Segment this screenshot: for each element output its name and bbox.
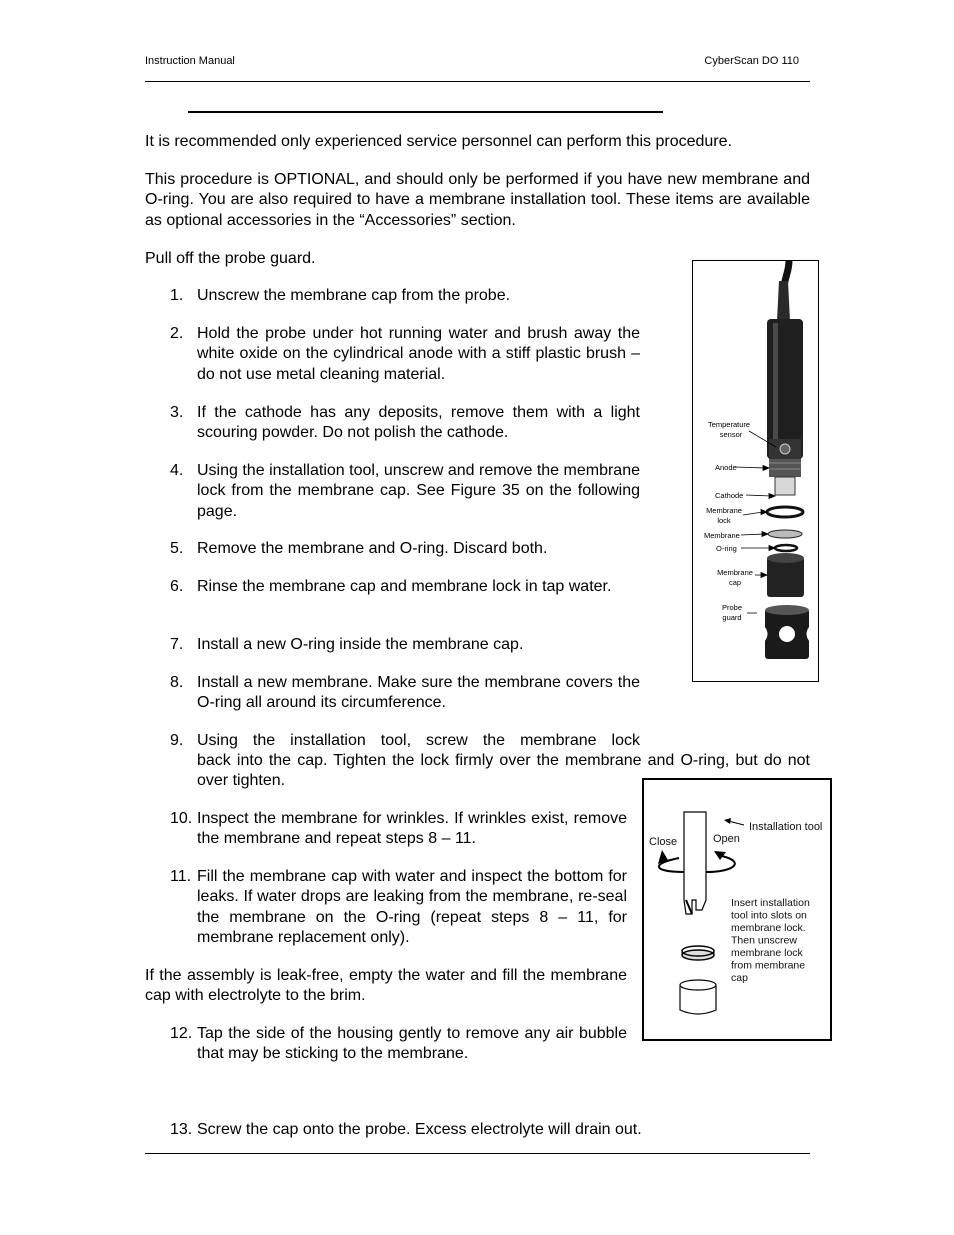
membrane-disc (768, 530, 802, 538)
anode (769, 459, 801, 477)
step-number: 13. (170, 1121, 193, 1138)
step-9 (170, 731, 640, 751)
label-membrane-lock-2: lock (717, 516, 731, 525)
label-o-ring: O-ring (716, 544, 737, 553)
step-number: 8. (170, 674, 184, 691)
step-10 (170, 809, 627, 850)
step-text: Tap the side of the housing gently to remove any air bubble that may be sticking to the membrane. (197, 1025, 627, 1063)
label-probe-guard: Probe (721, 603, 743, 612)
step-number: 11. (170, 868, 192, 885)
label-membrane-cap-2: cap (728, 578, 742, 587)
step-text: Install a new membrane. Make sure the membrane covers the O-ring all around its circumference. (197, 674, 640, 712)
installation-tool (684, 812, 706, 914)
svg-text:Then unscrew: Then unscrew (731, 934, 797, 947)
label-temperature-sensor-2: sensor (719, 430, 743, 439)
label-membrane-cap: Membrane (717, 568, 753, 577)
assembly-note: If the assembly is leak-free, empty the water and fill the membrane cap with electrolyte to the brim. (145, 967, 627, 1005)
probe-exploded-figure (692, 260, 819, 682)
svg-text:membrane lock.: membrane lock. (731, 922, 806, 934)
step-text: If the cathode has any deposits, remove them with a light scouring powder. Do not polish the cathode. (197, 404, 640, 442)
svg-text:membrane lock: membrane lock (731, 947, 803, 959)
probe-diagram (693, 261, 818, 681)
step-4 (170, 461, 640, 522)
header-left: Instruction Manual (145, 55, 235, 67)
probe-body (767, 319, 803, 459)
o-ring (775, 545, 797, 551)
header-right: CyberScan DO 110 (704, 55, 799, 67)
label-membrane: Membrane (704, 531, 740, 540)
label-probe-guard-2: guard (722, 613, 742, 622)
step-text: Inspect the membrane for wrinkles. If wrinkles exist, remove the membrane and repeat steps 8 – 11. (197, 810, 627, 848)
footer-rule (145, 1153, 810, 1154)
step-text: Remove the membrane and O-ring. Discard both. (197, 540, 548, 557)
step-7 (170, 635, 640, 655)
step-text-line-1: Using the installation tool, screw the membrane lock (197, 732, 640, 749)
label-anode: Anode (715, 463, 737, 472)
step-13 (170, 1120, 790, 1140)
label-open: Open (713, 833, 740, 845)
step-text: Fill the membrane cap with water and inspect the bottom for leaks. If water drops are leaking from the membrane, re-seal the membrane on the O-ring (repeat steps 8 – 11, for membrane replacement only). (197, 868, 627, 946)
step-number: 7. (170, 636, 184, 653)
step-number: 3. (170, 404, 184, 421)
strain-relief (777, 281, 790, 321)
svg-text:from membrane: from membrane (731, 959, 806, 972)
svg-text:cap: cap (731, 972, 748, 984)
step-text: Screw the cap onto the probe. Excess electrolyte will drain out. (197, 1121, 642, 1138)
intro-paragraph-3: Pull off the probe guard. (145, 250, 316, 267)
step-8 (170, 673, 640, 714)
step-text: Install a new O-ring inside the membrane cap. (197, 636, 524, 653)
step-text: Unscrew the membrane cap from the probe. (197, 287, 511, 304)
label-close: Close (649, 836, 678, 848)
step-9-continued: back into the cap. Tighten the lock firmly over the membrane and O-ring, but do not over tighten. (197, 752, 810, 790)
step-text: Hold the probe under hot running water and brush away the white oxide on the cylindrical anode with a stiff plastic brush – do not use metal cleaning material. (197, 325, 640, 383)
step-11 (170, 867, 627, 948)
section-title-rule (188, 111, 663, 113)
step-6 (170, 577, 640, 597)
step-number: 1. (170, 287, 184, 304)
step-number: 6. (170, 578, 184, 595)
tool-instruction-note (731, 897, 810, 984)
step-text: Rinse the membrane cap and membrane lock in tap water. (197, 578, 612, 595)
step-5 (170, 539, 640, 559)
svg-text:tool into slots on: tool into slots on (731, 909, 807, 922)
installation-tool-figure (642, 778, 832, 1041)
step-2 (170, 324, 640, 385)
svg-text:Insert installation: Insert installation (731, 897, 810, 909)
installation-tool-diagram (644, 780, 830, 1039)
step-1 (170, 286, 640, 306)
intro-paragraph-2: This procedure is OPTIONAL, and should only be performed if you have new membrane and O-ring. You are also required to have a membrane installation tool. These items are available as optional accessories in the “Accessories” section. (145, 171, 810, 229)
label-cathode: Cathode (715, 491, 744, 500)
step-3 (170, 403, 640, 444)
step-number: 4. (170, 462, 184, 479)
step-number: 10. (170, 810, 193, 827)
label-membrane-lock: Membrane (706, 506, 742, 515)
step-number: 2. (170, 325, 184, 342)
label-installation-tool: Installation tool (749, 821, 823, 833)
step-12 (170, 1024, 627, 1065)
step-number: 5. (170, 540, 184, 557)
label-temperature-sensor: Temperature (707, 420, 751, 429)
cathode (775, 477, 795, 495)
step-number: 9. (170, 732, 184, 749)
step-text: Using the installation tool, unscrew and remove the membrane lock from the membrane cap. See Figure 35 on the following page. (197, 462, 640, 520)
temperature-sensor (780, 444, 790, 454)
membrane-lock (767, 507, 803, 517)
step-number: 12. (170, 1025, 193, 1042)
header-rule (145, 81, 810, 82)
intro-paragraph-1: It is recommended only experienced service personnel can perform this procedure. (145, 133, 732, 150)
